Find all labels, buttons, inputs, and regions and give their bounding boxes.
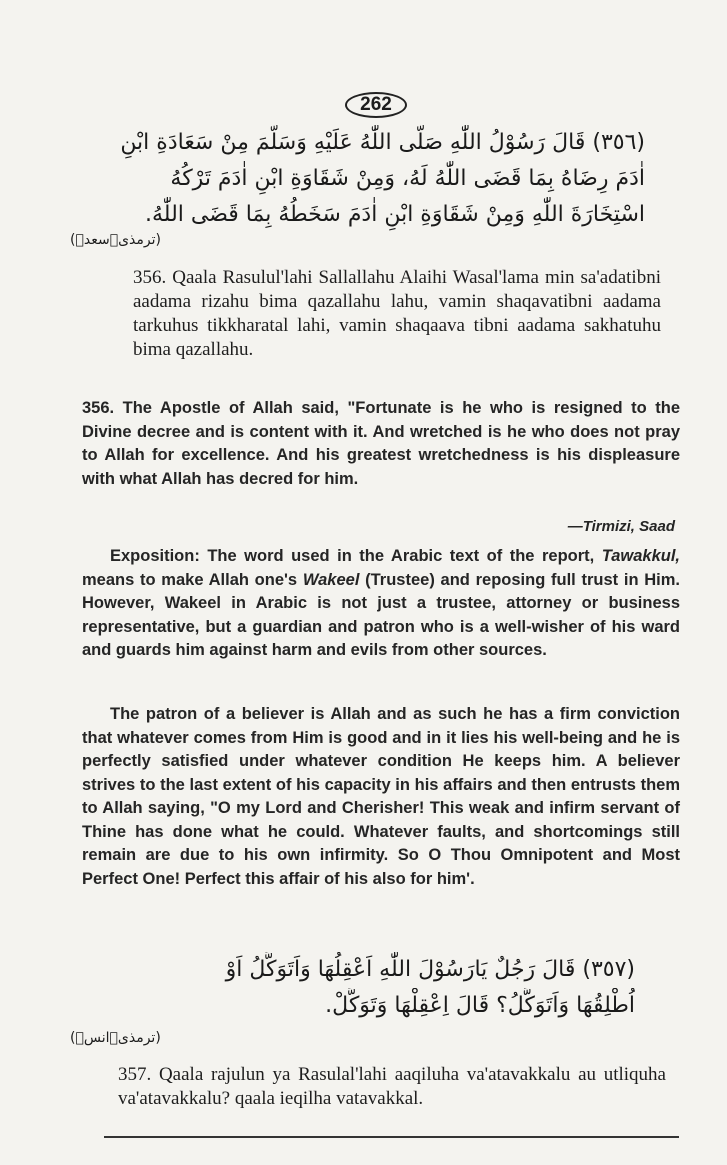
- page-number: 262: [345, 92, 407, 118]
- arabic-line: (٣٥٦) قَالَ رَسُوْلُ اللّٰهِ صَلَّى اللّٰهُ عَلَيْهِ وَسَلَّمَ مِنْ سَعَادَةِ ابْنِ: [120, 130, 645, 155]
- hadith-356-transliteration: 356. Qaala Rasulul'lahi Sallallahu Alaihi Wasal'lama min sa'adatibni aadama rizahu bima qazallahu lahu, vamin shaqavatibni aadama tarkuhus tikkharatal lahi, vamin shaqaava tibni aadama sakhatuhu bima qazallahu.: [133, 267, 661, 360]
- exposition-term: Tawakkul,: [601, 547, 680, 565]
- hadith-357-arabic: [110, 952, 635, 1024]
- arabic-line: اُطْلِقُهَا وَاَتَوَكَّلُ؟ قَالَ اِعْقِلْهَا وَتَوَكَّلْ.: [325, 993, 635, 1018]
- exposition-paragraph: [82, 545, 680, 663]
- exposition-text: (Trustee) and reposing full trust in Him. However, Wakeel in Arabic is not just a trustee, attorney or business representative, but a guardian and patron who is a well-wisher of his ward and guards him against harm and evils from other sources.: [82, 570, 681, 659]
- hadith-357-arabic-reference: (ترمذی۔انسؓ): [70, 1030, 161, 1046]
- hadith-356-source: —Tirmizi, Saad: [567, 518, 675, 535]
- exposition-text: The word used in the Arabic text of the report,: [199, 547, 602, 565]
- arabic-line: اٰدَمَ رِضَاهُ بِمَا قَضَى اللّٰهُ لَهُ، وَمِنْ شَقَاوَةِ ابْنِ اٰدَمَ تَرْكُهُ: [170, 166, 645, 191]
- bottom-rule: [104, 1136, 679, 1138]
- exposition-label: Exposition:: [110, 547, 200, 565]
- exposition-term: Wakeel: [302, 570, 360, 589]
- patron-paragraph: The patron of a believer is Allah and as such he has a firm conviction that whatever comes from Him is good and in it lies his well-being and he is perfectly satisfied under whatever condition He keeps him. A believer strives to the last extent of his capacity in his affairs and then entrusts them to Allah saying, "O my Lord and Cherisher! This weak and infirm servant of Thine has done what he could. Whatever faults, and shortcomings still remain are due to his own infirmity. So O Thou Omnipotent and Most Perfect One! Perfect this affair of his also for him'.: [82, 705, 680, 888]
- exposition-text: means to make Allah one's: [82, 570, 303, 589]
- hadith-357-transliteration: 357. Qaala rajulun ya Rasulal'lahi aaqiluha va'atavakkalu au utliquha va'atavakkalu? qaala ieqilha vatavakkal.: [118, 1064, 666, 1109]
- arabic-line: اسْتِخَارَةَ اللّٰهِ وَمِنْ شَقَاوَةِ ابْنِ اٰدَمَ سَخَطُهُ بِمَا قَضَى اللّٰهُ.: [145, 202, 645, 227]
- hadith-356-translation: 356. The Apostle of Allah said, "Fortunate is he who is resigned to the Divine decree and is content with it. And wretched is he who does not pray to Allah for excellence. And his greatest wretchedness is his displeasure with what Allah has decred for him.: [82, 399, 680, 488]
- hadith-356-arabic-reference: (ترمذی۔سعدؓ): [70, 232, 161, 248]
- arabic-line: (٣٥٧) قَالَ رَجُلٌ يَارَسُوْلَ اللّٰهِ اَعْقِلُهَا وَاَتَوَكَّلُ اَوْ: [225, 957, 635, 982]
- hadith-356-arabic: [110, 125, 645, 233]
